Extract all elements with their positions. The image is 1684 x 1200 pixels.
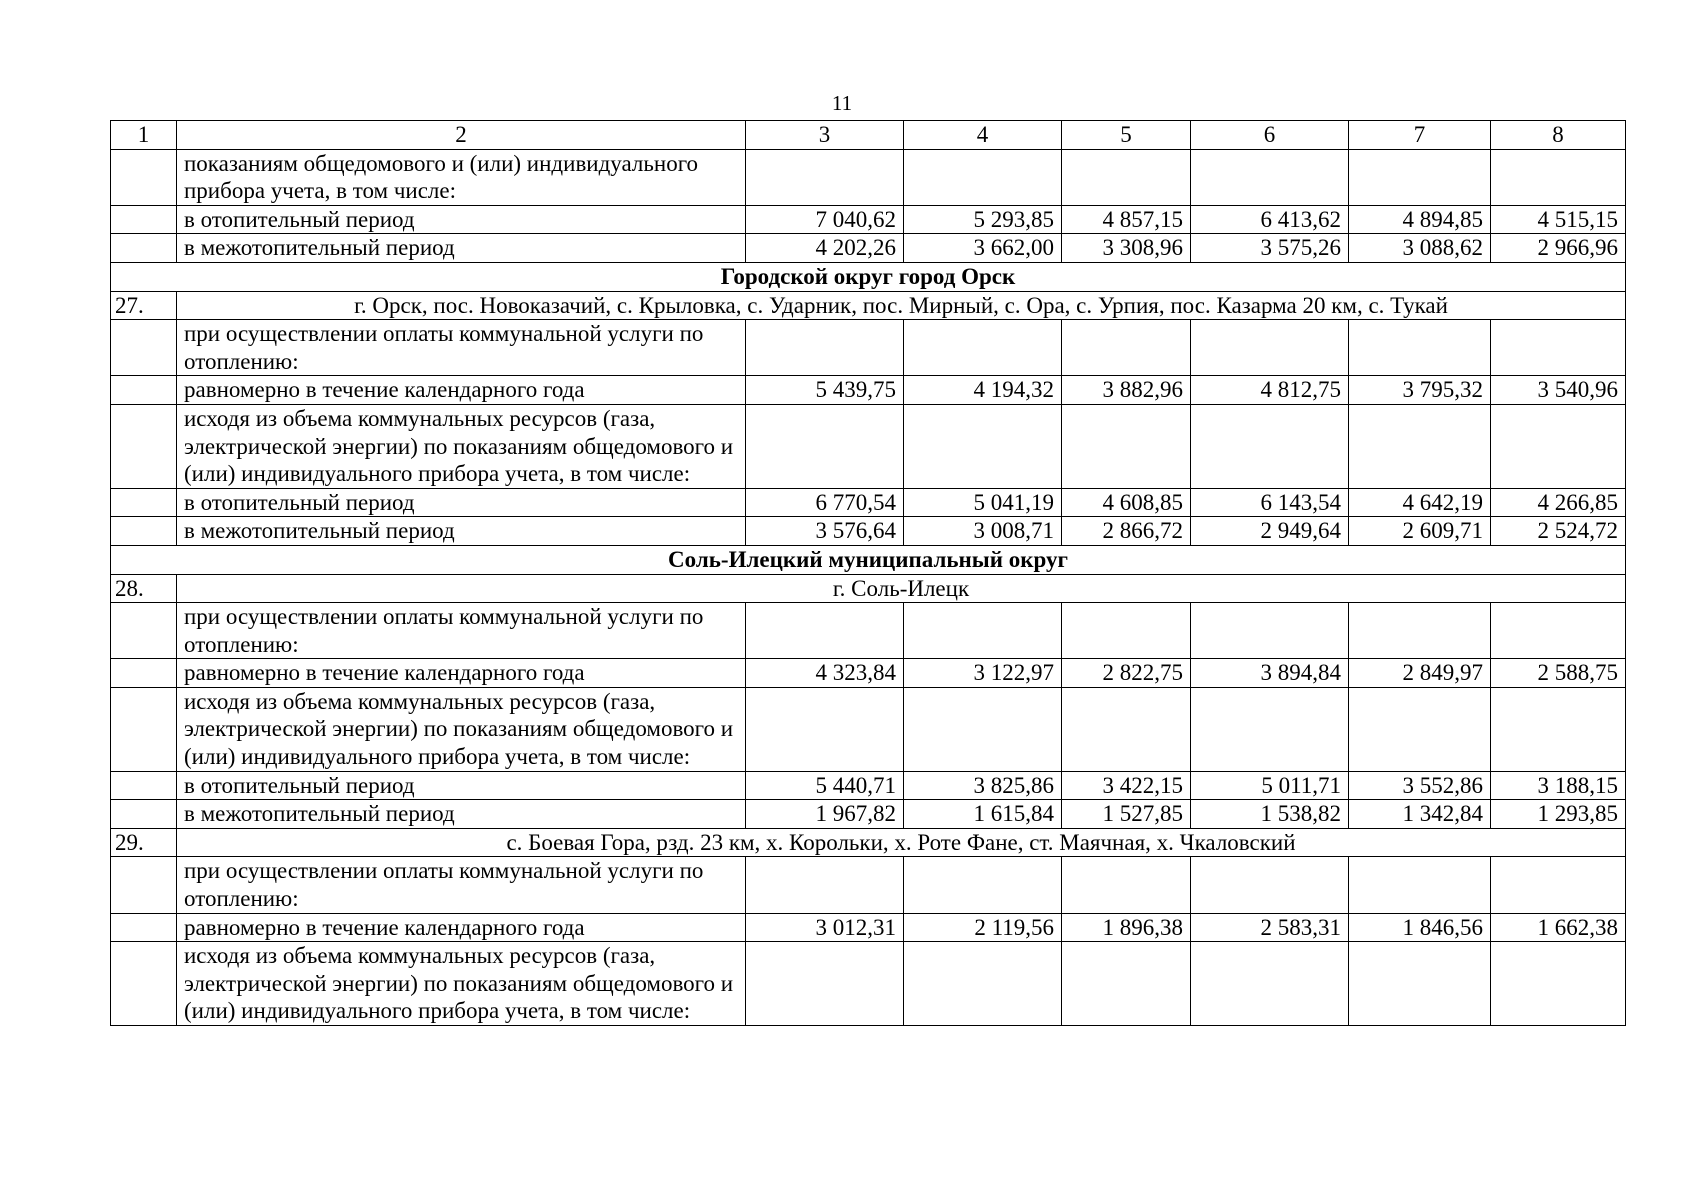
row-number-empty xyxy=(111,603,177,659)
tariff-value: 3 012,31 xyxy=(746,913,904,942)
table-row xyxy=(111,517,1626,546)
tariff-value: 2 588,75 xyxy=(1491,659,1626,688)
tariff-value xyxy=(1491,857,1626,913)
tariff-value xyxy=(1349,857,1491,913)
tariff-value xyxy=(1062,857,1191,913)
tariff-value: 2 583,31 xyxy=(1191,913,1349,942)
tariff-value xyxy=(746,320,904,376)
tariff-value xyxy=(746,687,904,771)
tariff-value: 3 552,86 xyxy=(1349,771,1491,800)
row-number-empty xyxy=(111,771,177,800)
district-header-row xyxy=(111,545,1626,574)
tariff-value xyxy=(904,857,1062,913)
tariff-value: 1 896,38 xyxy=(1062,913,1191,942)
row-number: 28. xyxy=(111,574,177,603)
table-row xyxy=(111,913,1626,942)
tariff-value xyxy=(746,603,904,659)
tariff-value: 3 882,96 xyxy=(1062,376,1191,405)
tariff-value: 1 846,56 xyxy=(1349,913,1491,942)
tariff-value xyxy=(746,857,904,913)
tariff-value xyxy=(746,404,904,488)
tariff-value xyxy=(1062,320,1191,376)
table-row xyxy=(111,234,1626,263)
tariff-value: 4 857,15 xyxy=(1062,205,1191,234)
tariff-value: 1 967,82 xyxy=(746,800,904,829)
tariff-value xyxy=(1191,149,1349,205)
tariff-value: 1 527,85 xyxy=(1062,800,1191,829)
tariff-value xyxy=(904,687,1062,771)
tariff-value: 1 293,85 xyxy=(1491,800,1626,829)
row-number-empty xyxy=(111,404,177,488)
tariff-value xyxy=(1191,603,1349,659)
tariff-value xyxy=(904,149,1062,205)
table-row xyxy=(111,404,1626,488)
tariff-value xyxy=(1062,149,1191,205)
tariff-value: 1 342,84 xyxy=(1349,800,1491,829)
tariff-value xyxy=(1062,687,1191,771)
tariff-value: 2 849,97 xyxy=(1349,659,1491,688)
tariff-value xyxy=(1349,942,1491,1026)
table-row xyxy=(111,320,1626,376)
row-label: в отопительный период xyxy=(177,488,746,517)
page-number: 11 xyxy=(831,91,853,115)
tariff-value: 4 812,75 xyxy=(1191,376,1349,405)
row-number-empty xyxy=(111,205,177,234)
row-number-empty xyxy=(111,857,177,913)
column-number: 1 xyxy=(111,121,177,150)
tariff-value xyxy=(1062,603,1191,659)
tariff-value: 3 188,15 xyxy=(1491,771,1626,800)
row-label: при осуществлении оплаты коммунальной услуги по отоплению: xyxy=(177,857,746,913)
column-number: 6 xyxy=(1191,121,1349,150)
tariff-value: 3 422,15 xyxy=(1062,771,1191,800)
tariff-value: 2 119,56 xyxy=(904,913,1062,942)
row-label: показаниям общедомового и (или) индивидуального прибора учета, в том числе: xyxy=(177,149,746,205)
tariff-value: 6 143,54 xyxy=(1191,488,1349,517)
row-label: в отопительный период xyxy=(177,205,746,234)
row-number-empty xyxy=(111,800,177,829)
row-label: в межотопительный период xyxy=(177,517,746,546)
tariff-value: 2 949,64 xyxy=(1191,517,1349,546)
tariff-value xyxy=(904,404,1062,488)
row-number-empty xyxy=(111,234,177,263)
tariff-value: 4 894,85 xyxy=(1349,205,1491,234)
district-name: Городской округ город Орск xyxy=(111,262,1626,291)
tariff-value xyxy=(1191,857,1349,913)
column-number: 4 xyxy=(904,121,1062,150)
table-row xyxy=(111,603,1626,659)
row-number-empty xyxy=(111,659,177,688)
tariff-value: 3 795,32 xyxy=(1349,376,1491,405)
tariff-value xyxy=(1191,320,1349,376)
tariff-value xyxy=(1491,942,1626,1026)
row-label: в межотопительный период xyxy=(177,800,746,829)
tariff-value: 3 008,71 xyxy=(904,517,1062,546)
tariff-value xyxy=(1191,687,1349,771)
row-label: при осуществлении оплаты коммунальной услуги по отоплению: xyxy=(177,603,746,659)
tariff-value xyxy=(1491,603,1626,659)
tariff-value: 2 822,75 xyxy=(1062,659,1191,688)
tariff-value xyxy=(904,320,1062,376)
table-row xyxy=(111,942,1626,1026)
tariff-value xyxy=(1491,149,1626,205)
row-label: равномерно в течение календарного года xyxy=(177,913,746,942)
table-row xyxy=(111,771,1626,800)
tariff-value: 5 293,85 xyxy=(904,205,1062,234)
row-number-empty xyxy=(111,687,177,771)
column-number: 7 xyxy=(1349,121,1491,150)
tariff-value: 3 575,26 xyxy=(1191,234,1349,263)
table-row xyxy=(111,376,1626,405)
tariff-value xyxy=(1349,687,1491,771)
row-number-empty xyxy=(111,517,177,546)
district-name: Соль-Илецкий муниципальный округ xyxy=(111,545,1626,574)
tariff-value: 4 194,32 xyxy=(904,376,1062,405)
table-row xyxy=(111,857,1626,913)
tariff-value: 4 202,26 xyxy=(746,234,904,263)
tariff-value: 4 323,84 xyxy=(746,659,904,688)
tariff-value: 2 866,72 xyxy=(1062,517,1191,546)
row-number-empty xyxy=(111,149,177,205)
row-number-empty xyxy=(111,376,177,405)
tariff-value xyxy=(1062,942,1191,1026)
row-number-empty xyxy=(111,320,177,376)
table-row xyxy=(111,488,1626,517)
tariff-value: 2 609,71 xyxy=(1349,517,1491,546)
row-label: равномерно в течение календарного года xyxy=(177,376,746,405)
row-number-empty xyxy=(111,913,177,942)
district-header-row xyxy=(111,262,1626,291)
row-label: в отопительный период xyxy=(177,771,746,800)
tariff-value: 4 642,19 xyxy=(1349,488,1491,517)
tariff-value: 3 576,64 xyxy=(746,517,904,546)
tariff-value xyxy=(904,603,1062,659)
settlement-row xyxy=(111,574,1626,603)
settlement-row xyxy=(111,828,1626,857)
row-number: 29. xyxy=(111,828,177,857)
tariff-value: 3 088,62 xyxy=(1349,234,1491,263)
column-number: 2 xyxy=(177,121,746,150)
column-number-row xyxy=(111,121,1626,150)
settlement-name: г. Орск, пос. Новоказачий, с. Крыловка, с. Ударник, пос. Мирный, с. Ора, с. Урпия, пос. Казарма 20 км, с. Тукай xyxy=(177,291,1626,320)
tariff-value: 3 308,96 xyxy=(1062,234,1191,263)
tariff-value: 3 122,97 xyxy=(904,659,1062,688)
tariff-value: 6 770,54 xyxy=(746,488,904,517)
tariff-value: 3 662,00 xyxy=(904,234,1062,263)
tariff-value xyxy=(746,942,904,1026)
tariff-value xyxy=(1191,942,1349,1026)
tariff-value xyxy=(904,942,1062,1026)
tariff-value xyxy=(1062,404,1191,488)
row-number: 27. xyxy=(111,291,177,320)
table-row xyxy=(111,205,1626,234)
table-row xyxy=(111,800,1626,829)
tariff-value: 5 011,71 xyxy=(1191,771,1349,800)
column-number: 8 xyxy=(1491,121,1626,150)
settlement-row xyxy=(111,291,1626,320)
row-label: исходя из объема коммунальных ресурсов (газа, электрической энергии) по показаниям общедомового и (или) индивидуального прибора учета, в том числе: xyxy=(177,942,746,1026)
row-label: равномерно в течение календарного года xyxy=(177,659,746,688)
tariff-value: 5 439,75 xyxy=(746,376,904,405)
tariff-value: 3 894,84 xyxy=(1191,659,1349,688)
tariff-value xyxy=(1349,149,1491,205)
table-row xyxy=(111,659,1626,688)
row-label: исходя из объема коммунальных ресурсов (газа, электрической энергии) по показаниям общедомового и (или) индивидуального прибора учета, в том числе: xyxy=(177,687,746,771)
tariff-value xyxy=(1491,404,1626,488)
settlement-name: с. Боевая Гора, рзд. 23 км, х. Корольки, х. Роте Фане, ст. Маячная, х. Чкаловский xyxy=(177,828,1626,857)
row-number-empty xyxy=(111,942,177,1026)
tariff-value xyxy=(1349,404,1491,488)
row-label: исходя из объема коммунальных ресурсов (газа, электрической энергии) по показаниям общедомового и (или) индивидуального прибора учета, в том числе: xyxy=(177,404,746,488)
tariff-value: 1 538,82 xyxy=(1191,800,1349,829)
tariff-value xyxy=(1491,687,1626,771)
tariff-value xyxy=(1349,603,1491,659)
tariff-table xyxy=(110,120,1626,1026)
tariff-value: 2 966,96 xyxy=(1491,234,1626,263)
row-label: при осуществлении оплаты коммунальной услуги по отоплению: xyxy=(177,320,746,376)
tariff-value: 5 440,71 xyxy=(746,771,904,800)
tariff-value: 4 266,85 xyxy=(1491,488,1626,517)
tariff-value: 1 662,38 xyxy=(1491,913,1626,942)
tariff-value: 4 608,85 xyxy=(1062,488,1191,517)
tariff-value xyxy=(1491,320,1626,376)
tariff-value: 2 524,72 xyxy=(1491,517,1626,546)
settlement-name: г. Соль-Илецк xyxy=(177,574,1626,603)
tariff-value: 7 040,62 xyxy=(746,205,904,234)
table-row xyxy=(111,687,1626,771)
tariff-value: 3 540,96 xyxy=(1491,376,1626,405)
row-label: в межотопительный период xyxy=(177,234,746,263)
tariff-value xyxy=(746,149,904,205)
tariff-value: 4 515,15 xyxy=(1491,205,1626,234)
tariff-value: 6 413,62 xyxy=(1191,205,1349,234)
tariff-value: 1 615,84 xyxy=(904,800,1062,829)
tariff-value: 3 825,86 xyxy=(904,771,1062,800)
table-row xyxy=(111,149,1626,205)
tariff-value xyxy=(1349,320,1491,376)
tariff-value xyxy=(1191,404,1349,488)
column-number: 3 xyxy=(746,121,904,150)
row-number-empty xyxy=(111,488,177,517)
tariff-value: 5 041,19 xyxy=(904,488,1062,517)
column-number: 5 xyxy=(1062,121,1191,150)
